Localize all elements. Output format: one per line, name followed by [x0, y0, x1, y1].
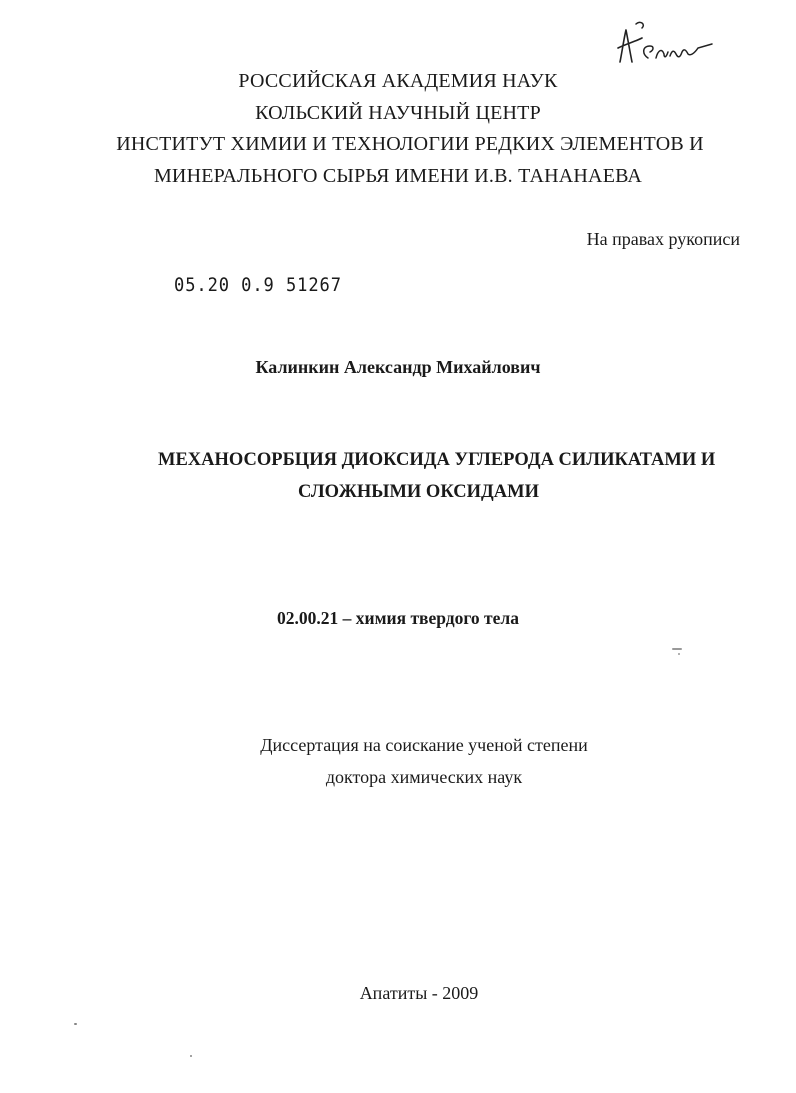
thesis-title-line2: СЛОЖНЫМИ ОКСИДАМИ [298, 482, 539, 502]
author-name: Калинкин Александр Михайлович [255, 357, 541, 377]
scan-speck [74, 1023, 77, 1025]
manuscript-note: На правах рукописи [586, 229, 740, 249]
specialty-code: 02.00.21 – химия твердого тела [277, 608, 519, 628]
header-institute-line1: ИНСТИТУТ ХИМИИ И ТЕХНОЛОГИИ РЕДКИХ ЭЛЕМЕНТОВ И [116, 133, 704, 155]
scan-speck [672, 648, 682, 650]
scan-speck [190, 1055, 192, 1057]
header-institute-line2: МИНЕРАЛЬНОГО СЫРЬЯ ИМЕНИ И.В. ТАНАНАЕВА [153, 165, 643, 187]
header-center: КОЛЬСКИЙ НАУЧНЫЙ ЦЕНТР [255, 102, 541, 124]
degree-line1: Диссертация на соискание ученой степени [260, 735, 588, 755]
place-and-year: Апатиты - 2009 [359, 983, 479, 1003]
scan-speck [678, 653, 680, 655]
handwritten-signature [612, 18, 722, 74]
library-stamp-number: 05.20 0.9 51267 [174, 274, 342, 296]
degree-line2: доктора химических наук [325, 767, 523, 787]
thesis-title-line1: МЕХАНОСОРБЦИЯ ДИОКСИДА УГЛЕРОДА СИЛИКАТАМИ И [158, 450, 716, 470]
header-academy: РОССИЙСКАЯ АКАДЕМИЯ НАУК [238, 70, 558, 92]
